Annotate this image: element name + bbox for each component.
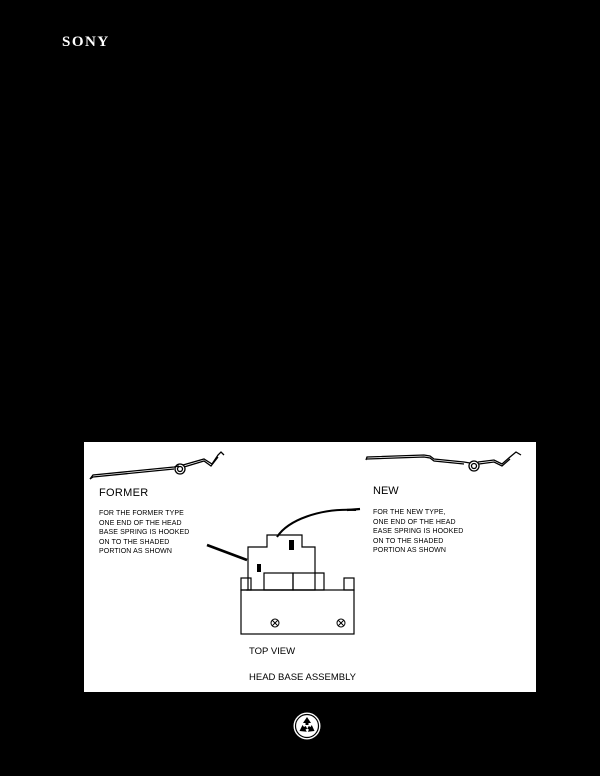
new-note-line: ON TO THE SHADED [373,537,444,545]
new-leader-line [277,510,356,537]
head-base-assembly-figure [84,442,536,692]
former-note [99,509,189,557]
assembly-label: HEAD BASE ASSEMBLY [249,672,357,683]
screw-icon [337,619,345,627]
shaded-hook-portion [289,540,294,550]
former-note-line: FOR THE FORMER TYPE [99,510,184,517]
shaded-hook-portion-former [257,564,261,572]
former-note-line: PORTION AS SHOWN [99,548,173,555]
new-label: NEW [373,485,399,497]
assembly-drawing [84,442,536,692]
new-note-line: EASE SPRING IS HOOKED [373,528,464,535]
recycle-icon [293,712,321,740]
new-note [373,508,463,556]
former-note-line: ONE END OF THE HEAD [99,519,182,527]
sony-logo: SONY [62,34,110,50]
new-note-line: ONE END OF THE HEAD [373,518,456,526]
former-leader-line [207,545,247,560]
head-base-outline [241,535,354,634]
former-label: FORMER [99,487,149,499]
former-spring-icon [90,452,224,479]
new-note-line: FOR THE NEW TYPE, [373,509,446,516]
new-note-line: PORTION AS SHOWN [373,547,447,554]
screw-icon [271,619,279,627]
top-view-label: TOP VIEW [249,646,296,657]
former-note-line: ON TO THE SHADED [99,538,170,546]
former-note-line: BASE SPRING IS HOOKED [99,529,190,536]
new-spring-icon [366,452,521,471]
